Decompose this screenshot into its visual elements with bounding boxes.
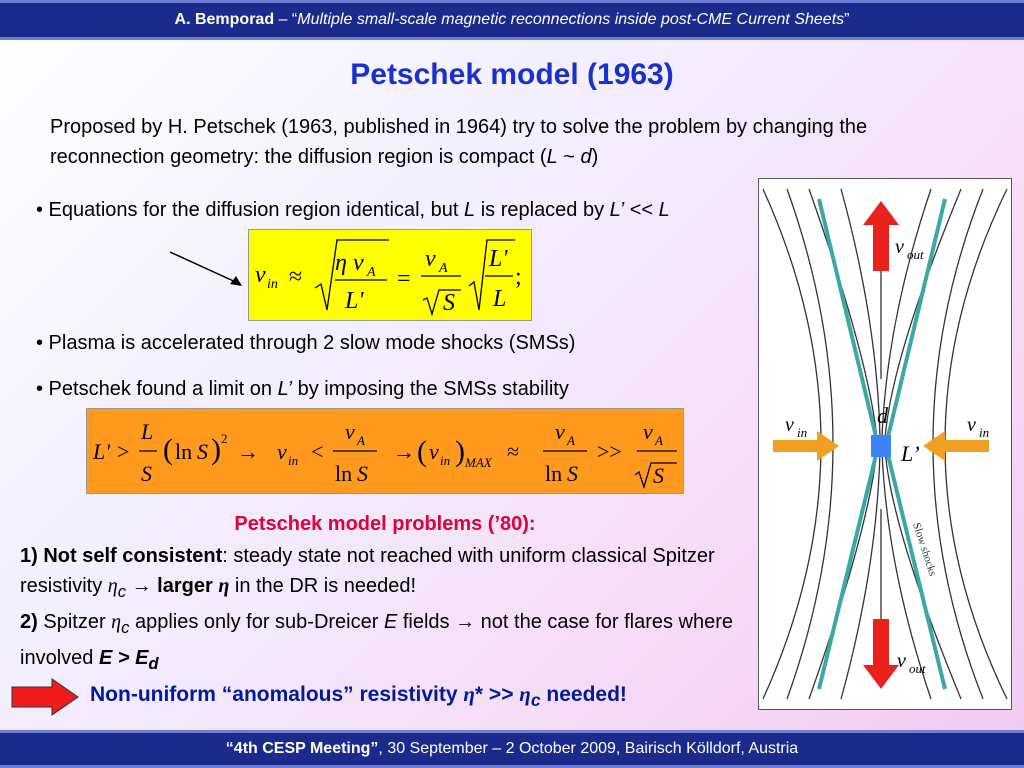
bullet-3 [36,374,736,404]
bullet-1-L: L [464,199,476,221]
eq2-A: A [357,433,365,448]
vout-top-v: v [895,236,904,258]
vin-right-sub: in [979,425,990,440]
equation-1-svg [249,230,531,320]
eq1-v: v [255,262,266,288]
bullet-3-b: by imposing the SMSs stability [292,378,569,400]
equation-petschek-limit [86,408,684,494]
conclusion [90,682,627,711]
eq2-arrow-2: → [393,439,415,464]
header-sep: – “ [274,11,298,28]
eq2-v: v [277,439,287,464]
intro-tilde: ~ [557,146,581,168]
bullet-3-Lprime: L’ [277,378,293,400]
eq2-A-3: A [655,433,663,448]
eq2-S-4: S [567,461,578,486]
problem-2-label: 2) [20,611,38,633]
slide-title: Petschek model (1963) [350,58,674,91]
eq2-v-5: v [643,419,653,444]
bullet-1 [36,195,736,225]
eq2-S: S [141,461,152,486]
svg-text:): ) [455,435,465,468]
eq2-L: L [141,419,154,444]
problem-2-b: applies only for sub-Dreicer [129,611,384,633]
conclusion-eta-2: η [519,682,531,706]
bullet-3-a: • Petschek found a limit on [36,378,278,400]
eq2-S-3: S [357,461,368,486]
eq2-A-2: A [567,433,575,448]
problem-1-label: 1) Not self consistent [20,545,223,567]
header-close: ” [844,11,850,28]
bullet-2: • Plasma is accelerated through 2 slow mode shocks (SMSs) [36,332,576,354]
diagram-Lprime: L’ [901,441,920,466]
petschek-diagram-svg [759,179,1011,709]
problem-1-eta-2: η [218,575,230,597]
eq2-v-3: v [429,439,439,464]
eq1-Lprime-2: L' [489,246,508,272]
problem-1-larger: larger [157,575,219,597]
eq1-in: in [267,277,278,292]
eq2-v-4: v [555,419,565,444]
intro-paragraph [50,112,950,172]
vout-bottom-v: v [897,650,906,672]
svg-text:(: ( [417,435,427,468]
eq2-square: 2 [221,431,228,446]
equation-2-svg [87,409,683,493]
eq1-vA-2: v [425,246,436,272]
slow-shocks-label: Slow shocks [910,521,939,578]
footer-bar [0,730,1024,768]
svg-text:(: ( [163,433,173,466]
problem-1-eta: η [107,575,118,597]
conclusion-d: needed! [540,683,627,706]
eq1-eta: η [335,250,347,276]
problem-2-c-text: fields → not the case for flares where involved [20,611,734,669]
problem-2-a: Spitzer [37,611,112,633]
eq2-in: in [288,453,299,468]
eq2-Lprime: L' [93,439,110,464]
pointer-arrow [168,250,248,290]
vin-right-v: v [967,414,976,436]
header-author: A. Bemporad [174,11,275,28]
problem-1-text: : steady state not reached with uniform classical Spitzer resistivity [20,545,715,597]
problem-1-arrow: → [126,575,158,597]
eq2-in-2: in [440,453,451,468]
diffusion-region [871,435,891,457]
eq1-Lprime: L' [345,288,364,314]
problems-list [20,541,760,679]
conclusion-b: * >> [474,683,520,706]
problem-2-eta: η [111,611,122,633]
eq2-approx: ≈ [507,439,520,464]
eq1-L: L [493,286,507,312]
eq2-lt: < [311,439,324,464]
problem-1-c: c [117,582,127,601]
intro-close: ) [591,146,599,168]
bullet-1-Lprime: L’ [609,199,625,221]
bullet-1-a: • Equations for the diffusion region identical, but [36,199,465,221]
outflow-arrow-top [863,201,899,271]
diagram-d: d [877,403,888,428]
problem-2-E: E [383,611,398,633]
vin-left-sub: in [797,425,808,440]
problem-1-end: in the DR is needed! [229,575,417,597]
intro-L: L [546,146,558,168]
eq2-gg: >> [597,439,622,464]
svg-text:): ) [211,433,221,466]
eq2-ln: ln [175,439,193,464]
eq1-S: S [443,290,455,316]
eq1-A-2: A [439,261,448,276]
vin-left-v: v [785,414,794,436]
intro-d: d [580,146,592,168]
bullet-1-c: << [624,199,659,221]
footer-rest: , 30 September – 2 October 2009, Bairisch Kölldorf, Austria [378,740,799,757]
footer-meeting: “4th CESP Meeting” [225,740,379,757]
eq1-vA: v [353,250,364,276]
problem-2-d: d [148,654,159,673]
eq2-max: MAX [465,455,492,470]
eq1-A: A [367,265,376,280]
outflow-arrow-bottom [863,619,899,689]
intro-text: Proposed by H. Petschek (1963, published in 1964) try to solve the problem by changing the reconnection geometry: the diffusion region is compact ( [50,116,868,168]
vout-bottom-sub: out [909,661,926,676]
petschek-diagram [758,178,1012,710]
conclusion-c: c [530,690,541,711]
eq2-arrow: → [237,439,259,464]
eq2-S-2: S [197,439,208,464]
eq2-ln-2: ln [335,461,353,486]
problem-2-c: c [121,618,130,637]
bullet-1-L2: L [658,199,670,221]
conclusion-a: Non-uniform “anomalous” resistivity [90,683,464,706]
header-bar [0,0,1024,40]
vout-top-sub: out [907,247,924,262]
eq1-approx: ≈ [289,264,303,290]
eq2-v-2: v [345,419,355,444]
eq2-ln-3: ln [545,461,563,486]
eq1-equals: = [397,266,411,292]
eq2-S-5: S [653,463,664,488]
equation-inflow-velocity [248,229,532,321]
red-arrow-icon [10,677,82,717]
header-talk-title: Multiple small-scale magnetic reconnections inside post-CME Current Sheets [297,11,845,28]
problems-title: Petschek model problems (’80): [234,513,536,535]
eq2-gt: > [117,439,130,464]
eq1-semicolon: ; [515,264,522,290]
bullet-1-b: is replaced by [475,199,610,221]
problem-2-E2: E > E [98,647,149,669]
conclusion-eta: η [463,682,475,706]
